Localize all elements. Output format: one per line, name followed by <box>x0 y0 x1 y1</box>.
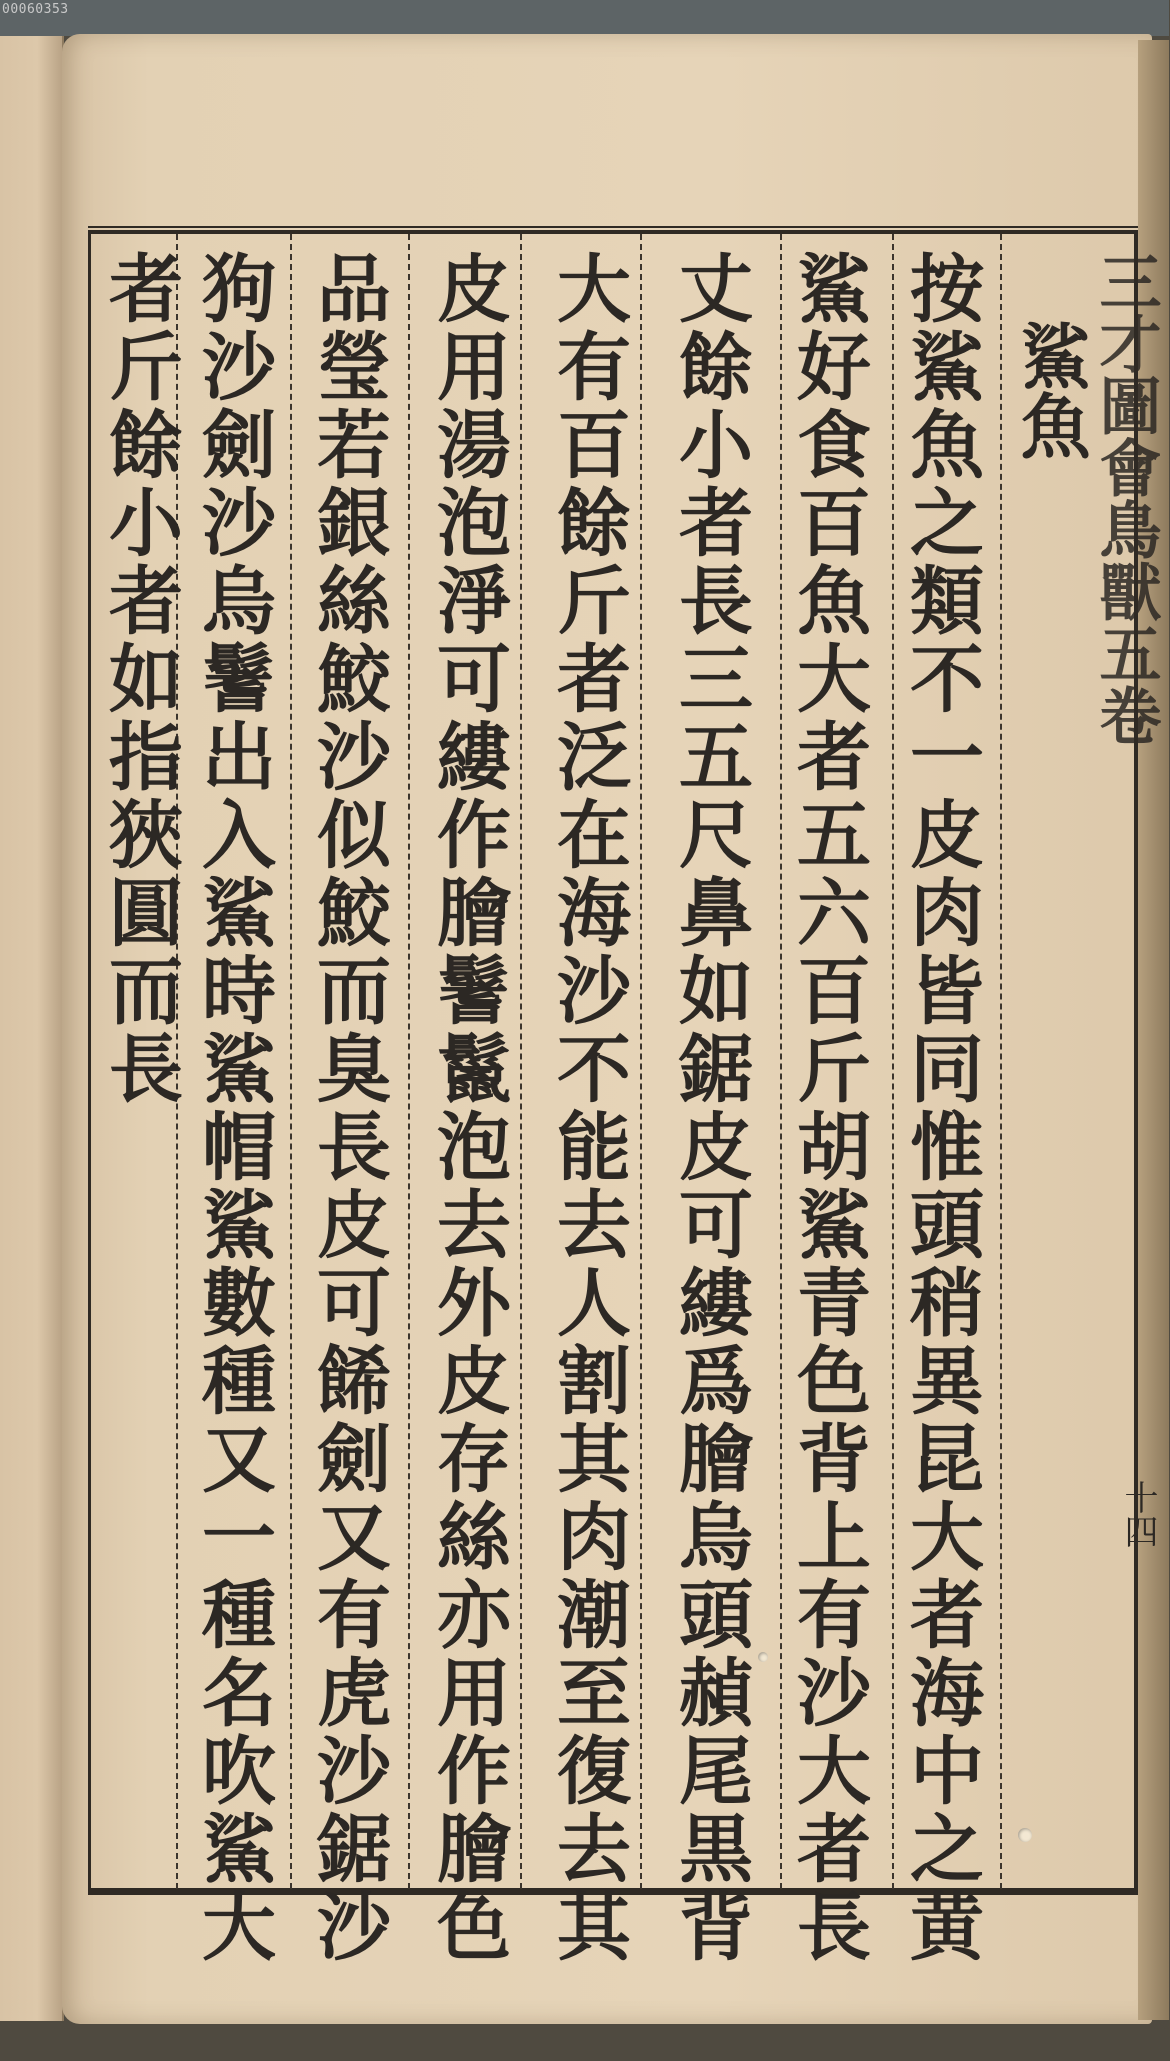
text-column-7 <box>185 250 281 1966</box>
column-text: 大有百餘斤者泛在海沙不能去人割其肉潮至復去其 <box>545 250 631 1966</box>
text-column-4 <box>540 250 636 1966</box>
column-text: 者斤餘小者如指狹圓而長 <box>97 250 183 1108</box>
text-column-5 <box>420 250 516 1966</box>
worm-hole <box>758 1652 768 1662</box>
text-column-1 <box>893 250 989 1966</box>
text-column-2 <box>780 250 876 1966</box>
catalog-number: 00060353 <box>2 2 69 17</box>
frame-top-rule <box>88 226 1138 228</box>
column-text: 狗沙劍沙烏鬐出入鯊時鯊帽鯊數種又一種名吹鯊大 <box>190 250 276 1966</box>
worm-hole <box>1018 1828 1032 1842</box>
column-text: 鯊好食百魚大者五六百斤胡鯊青色背上有沙大者長 <box>785 250 871 1966</box>
column-rule <box>408 234 410 1889</box>
column-text: 丈餘小者長三五尺鼻如鋸皮可縷爲膾烏頭赬尾黒背 <box>667 250 753 1966</box>
column-rule <box>1000 234 1002 1889</box>
column-text: 品瑩若銀絲鮫沙似鮫而臭長皮可餙劍又有虎沙鋸沙 <box>305 250 391 1966</box>
text-column-6 <box>300 250 396 1966</box>
column-rule <box>520 234 522 1889</box>
section-heading: 鯊魚 <box>1009 320 1092 460</box>
column-text: 按鯊魚之類不一皮肉皆同惟頭稍異昆大者海中之黄 <box>898 250 984 1966</box>
text-column-8 <box>92 250 183 1870</box>
text-column-3 <box>662 250 758 1966</box>
scan-frame-top <box>0 0 1169 36</box>
facing-page-edge <box>0 36 64 2021</box>
heading-column <box>1005 320 1095 1940</box>
column-rule <box>290 234 292 1889</box>
margin-page-number: 十四 <box>1118 1480 1158 1548</box>
column-text: 皮用湯泡淨可縷作膾鬐鬣泡去外皮存絲亦用作膾色 <box>425 250 511 1966</box>
column-rule <box>640 234 642 1889</box>
